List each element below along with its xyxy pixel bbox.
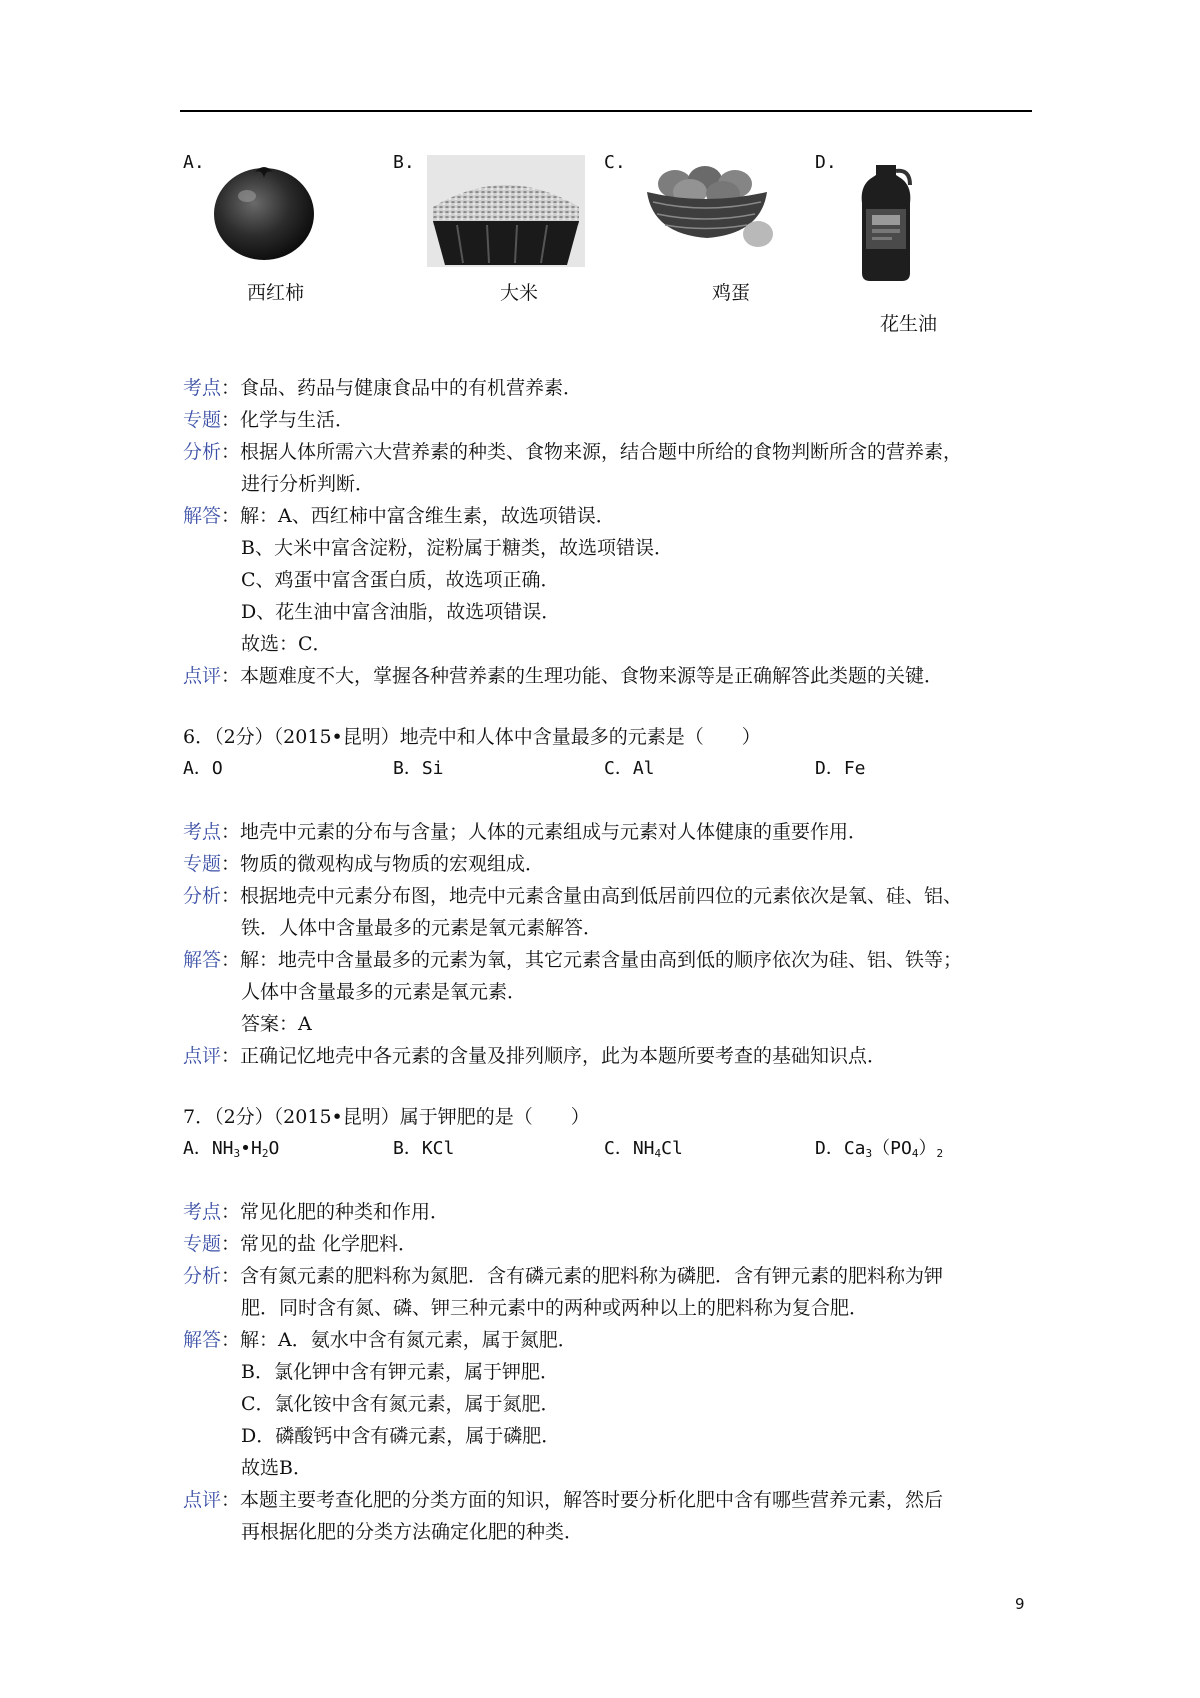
peanut-oil-bottle-image — [858, 163, 914, 283]
kaodian-label: 考点 — [183, 821, 222, 843]
q7-c-post: Cl — [661, 1138, 683, 1159]
q7-a-sub2: 2 — [261, 1147, 269, 1160]
q7-d-pre: D．Ca — [815, 1138, 866, 1159]
dianping-label: 点评 — [183, 1489, 222, 1511]
q7-d-sub3: 2 — [936, 1147, 944, 1160]
q7-c-sub: 4 — [654, 1147, 662, 1160]
fenxi-label: 分析 — [183, 885, 222, 907]
kaodian-text: ：常见化肥的种类和作用． — [221, 1201, 450, 1223]
q6-stem: 6．（2分）（2015•昆明）地壳中和人体中含量最多的元素是（ ） — [183, 726, 761, 748]
q7-c-pre: C．NH — [604, 1138, 655, 1159]
q7-d-sub2: 4 — [911, 1147, 919, 1160]
option-d-caption: 花生油 — [880, 313, 938, 335]
q7-a-mid: •H — [240, 1138, 262, 1159]
q7-stem: 7．（2分）（2015•昆明）属于钾肥的是（ ） — [183, 1106, 590, 1128]
kaodian-label: 考点 — [183, 377, 222, 399]
jieda-label: 解答 — [183, 949, 222, 971]
q7-option-a — [183, 1134, 279, 1160]
zhuanti-label: 专题 — [183, 853, 222, 875]
q5-jieda-line4: D、花生油中富含油脂，故选项错误． — [241, 601, 561, 623]
dianping-text: ：本题难度不大，掌握各种营养素的生理功能、食物来源等是正确解答此类题的关键． — [221, 665, 944, 687]
q7-jieda-row — [183, 1325, 577, 1352]
q7-jieda-line5: 故选B． — [241, 1457, 312, 1479]
q7-fenxi-cont: 肥．同时含有氮、磷、钾三种元素中的两种或两种以上的肥料称为复合肥． — [241, 1297, 869, 1319]
q7-a-sub1: 3 — [233, 1147, 241, 1160]
q7-fenxi-row — [183, 1261, 943, 1288]
q7-dianping-row — [183, 1485, 943, 1512]
tomato-image — [205, 152, 323, 262]
q5-jieda-row — [183, 501, 615, 528]
q7-d-post: ） — [918, 1138, 937, 1159]
q6-option-c: C．Al — [604, 758, 655, 779]
q7-option-d — [815, 1134, 943, 1160]
q7-a-post: O — [268, 1138, 280, 1159]
q6-kaodian-row — [183, 817, 867, 844]
option-d-letter: D. — [815, 152, 837, 173]
fenxi-label: 分析 — [183, 1265, 222, 1287]
q6-option-d: D．Fe — [815, 758, 866, 779]
q7-d-sub1: 3 — [865, 1147, 873, 1160]
q5-kaodian-row — [183, 373, 582, 400]
q6-jieda-row — [183, 945, 962, 972]
q7-kaodian-row — [183, 1197, 449, 1224]
jieda-label: 解答 — [183, 505, 222, 527]
fenxi-text: ：含有氮元素的肥料称为氮肥．含有磷元素的肥料称为磷肥．含有钾元素的肥料称为钾 — [221, 1265, 944, 1287]
zhuanti-text: ：常见的盐 化学肥料． — [221, 1233, 418, 1255]
option-a-letter: A. — [183, 152, 205, 173]
q7-option-c — [604, 1134, 683, 1160]
rice-image — [427, 155, 585, 267]
q5-jieda-line5: 故选：C． — [241, 633, 332, 655]
dianping-text: ：本题主要考查化肥的分类方面的知识，解答时要分析化肥中含有哪些营养元素，然后 — [221, 1489, 944, 1511]
jieda-text: ：解：A、西红柿中富含维生素，故选项错误． — [221, 505, 615, 527]
q5-zhuanti-row — [183, 405, 354, 432]
q5-fenxi-cont: 进行分析判断． — [241, 473, 375, 495]
q6-fenxi-cont: 铁．人体中含量最多的元素是氧元素解答． — [241, 917, 603, 939]
dianping-text: ：正确记忆地壳中各元素的含量及排列顺序，此为本题所要考查的基础知识点． — [221, 1045, 887, 1067]
q7-jieda-line4: D．磷酸钙中含有磷元素，属于磷肥． — [241, 1425, 561, 1447]
jieda-label: 解答 — [183, 1329, 222, 1351]
dianping-label: 点评 — [183, 1045, 222, 1067]
zhuanti-label: 专题 — [183, 1233, 222, 1255]
q5-jieda-line3: C、鸡蛋中富含蛋白质，故选项正确． — [241, 569, 560, 591]
q7-dianping-cont: 再根据化肥的分类方法确定化肥的种类． — [241, 1521, 584, 1543]
q7-a-pre: A．NH — [183, 1138, 234, 1159]
dianping-label: 点评 — [183, 665, 222, 687]
zhuanti-text: ：化学与生活． — [221, 409, 355, 431]
kaodian-text: ：地壳中元素的分布与含量；人体的元素组成与元素对人体健康的重要作用． — [221, 821, 868, 843]
jieda-text: ：解：地壳中含量最多的元素为氧，其它元素含量由高到低的顺序依次为硅、铝、铁等； — [221, 949, 963, 971]
header-rule — [180, 110, 1032, 112]
option-b-caption: 大米 — [500, 282, 539, 304]
kaodian-label: 考点 — [183, 1201, 222, 1223]
eggs-image — [635, 162, 795, 262]
fenxi-label: 分析 — [183, 441, 222, 463]
option-b-letter: B. — [393, 152, 415, 173]
fenxi-text: ：根据人体所需六大营养素的种类、食物来源，结合题中所给的食物判断所含的营养素， — [221, 441, 963, 463]
q6-dianping-row — [183, 1041, 886, 1068]
q6-fenxi-row — [183, 881, 962, 908]
zhuanti-label: 专题 — [183, 409, 222, 431]
q7-option-b: B．KCl — [393, 1138, 455, 1159]
page-number: 9 — [1015, 1595, 1025, 1613]
q6-zhuanti-row — [183, 849, 544, 876]
kaodian-text: ：食品、药品与健康食品中的有机营养素． — [221, 377, 583, 399]
q6-option-b: B．Si — [393, 758, 444, 779]
q5-jieda-line2: B、大米中富含淀粉，淀粉属于糖类，故选项错误． — [241, 537, 673, 559]
option-c-letter: C. — [604, 152, 626, 173]
zhuanti-text: ：物质的微观构成与物质的宏观组成． — [221, 853, 545, 875]
q7-d-mid: （PO — [872, 1138, 912, 1159]
q7-jieda-line3: C．氯化铵中含有氮元素，属于氮肥． — [241, 1393, 560, 1415]
option-a-caption: 西红柿 — [247, 282, 305, 304]
q5-dianping-row — [183, 661, 943, 688]
q7-jieda-line2: B．氯化钾中含有钾元素，属于钾肥． — [241, 1361, 559, 1383]
jieda-text: ：解：A．氨水中含有氮元素，属于氮肥． — [221, 1329, 577, 1351]
q6-jieda-line3: 答案：A — [241, 1013, 312, 1035]
q7-zhuanti-row — [183, 1229, 417, 1256]
fenxi-text: ：根据地壳中元素分布图，地壳中元素含量由高到低居前四位的元素依次是氧、硅、铝、 — [221, 885, 963, 907]
q6-option-a: A．O — [183, 758, 223, 779]
option-c-caption: 鸡蛋 — [712, 282, 751, 304]
q5-fenxi-row — [183, 437, 962, 464]
q6-jieda-line2: 人体中含量最多的元素是氧元素． — [241, 981, 527, 1003]
